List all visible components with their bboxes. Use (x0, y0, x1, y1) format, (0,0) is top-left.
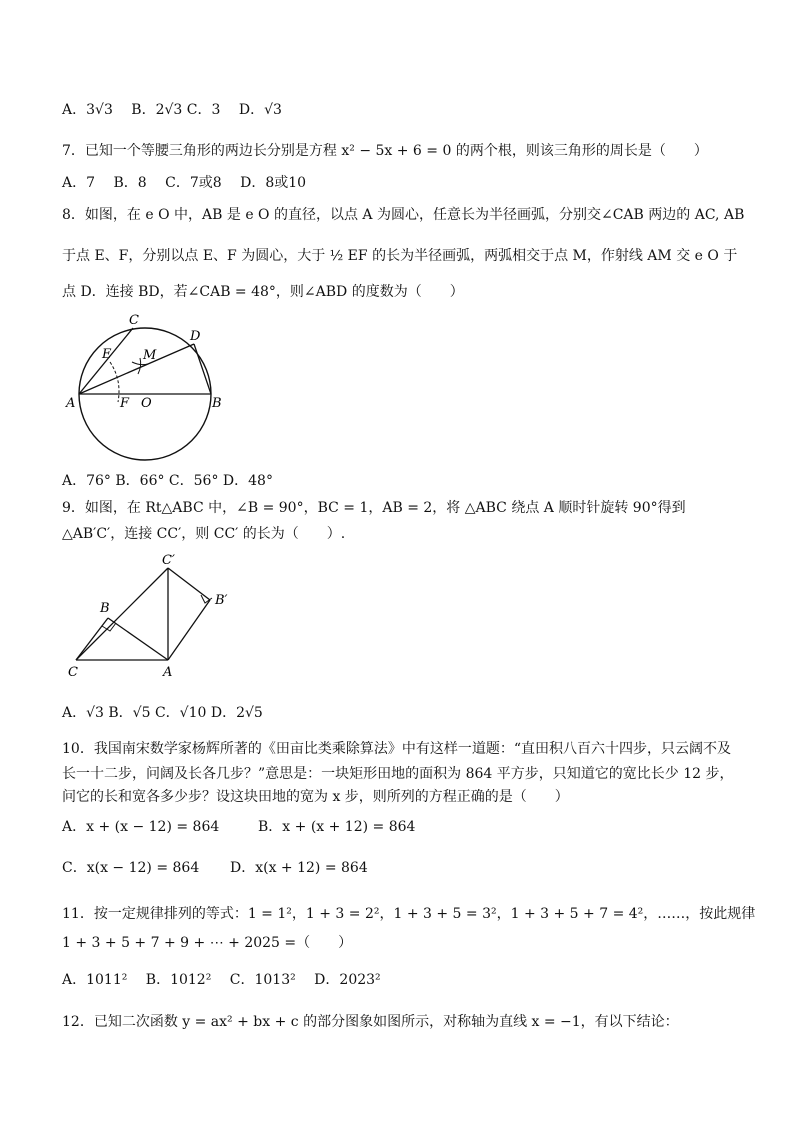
ray-ad (79, 344, 194, 394)
q8-line1: 8．如图，在 e O 中，AB 是 e O 的直径，以点 A 为圆心，任意长为半径画弧，分别交∠CAB 两边的 AC, AB (62, 207, 745, 223)
label-o: O (141, 396, 152, 411)
q10-option-a: A．x + (x − 12) = 864 (62, 819, 220, 835)
arc-m2 (138, 358, 141, 374)
label-e: E (102, 347, 112, 362)
q8-circle-figure (62, 310, 232, 470)
q11-line1: 11．按一定规律排列的等式：1 = 1²，1 + 3 = 2²，1 + 3 + 5 = 3²，1 + 3 + 5 + 7 = 4²，……，按此规律 (62, 906, 756, 922)
q9-rotation-figure (62, 550, 242, 685)
segment-cb (76, 618, 108, 660)
segment-c1b1 (168, 568, 210, 600)
right-angle-b1 (201, 595, 212, 603)
q6-options: A．3√3 B．2√3 C．3 D．√3 (62, 102, 282, 118)
q10-option-c: C．x(x − 12) = 864 (62, 860, 200, 876)
label-d: D (190, 329, 201, 344)
label-a: A (163, 665, 173, 680)
q7-stem: 7．已知一个等腰三角形的两边长分别是方程 x² − 5x + 6 = 0 的两个根，则该三角形的周长是（ ） (62, 143, 708, 159)
label-f: F (120, 396, 130, 411)
q12-line1: 12．已知二次函数 y = ax² + bx + c 的部分图象如图所示，对称轴为直线 x = −1，有以下结论： (62, 1014, 679, 1030)
q10-option-b: B．x + (x + 12) = 864 (258, 819, 416, 835)
label-b1: B′ (215, 593, 228, 608)
label-c: C (68, 665, 78, 680)
segment-ba (108, 618, 168, 660)
label-c: C (129, 313, 139, 328)
q9-line1: 9．如图，在 Rt△ABC 中，∠B = 90°，BC = 1，AB = 2，将 △ABC 绕点 A 顺时针旋转 90°得到 (62, 500, 686, 516)
label-b: B (100, 601, 110, 616)
q10-option-d: D．x(x + 12) = 864 (230, 860, 368, 876)
label-b: B (212, 396, 222, 411)
q9-line2: △AB′C′，连接 CC′，则 CC′ 的长为（ ）. (62, 526, 346, 542)
q10-line3: 问它的长和宽各多少步？设这块田地的宽为 x 步，则所列的方程正确的是（ ） (62, 789, 569, 805)
segment-cc1 (76, 568, 168, 660)
q11-options: A．1011² B．1012² C．1013² D．2023² (62, 972, 381, 988)
q8-options: A．76° B．66° C．56° D．48° (62, 473, 273, 489)
q10-line2: 长一十二步，问阔及长各几步？”意思是：一块矩形田地的面积为 864 平方步，只知道它的宽比长少 12 步， (62, 766, 734, 782)
label-a: A (66, 396, 76, 411)
q8-line3: 点 D．连接 BD，若∠CAB = 48°，则∠ABD 的度数为（ ） (62, 284, 464, 300)
label-c1: C′ (162, 553, 175, 568)
label-m: M (143, 348, 157, 363)
q8-line2: 于点 E、F，分别以点 E、F 为圆心，大于 ½ EF 的长为半径画弧，两弧相交于点 M，作射线 AM 交 e O 于 (62, 248, 738, 264)
q9-options: A．√3 B．√5 C．√10 D．2√5 (62, 705, 263, 721)
segment-bd (194, 344, 211, 394)
q11-line2: 1 + 3 + 5 + 7 + 9 + ⋯ + 2025 =（ ） (62, 935, 353, 951)
q10-line1: 10．我国南宋数学家杨辉所著的《田亩比类乘除算法》中有这样一道题：“直田积八百六十四步，只云阔不及 (62, 741, 731, 757)
segment-ab1 (168, 600, 210, 660)
arc-ef (110, 362, 119, 402)
q7-options: A．7 B．8 C．7或8 D．8或10 (62, 175, 307, 191)
